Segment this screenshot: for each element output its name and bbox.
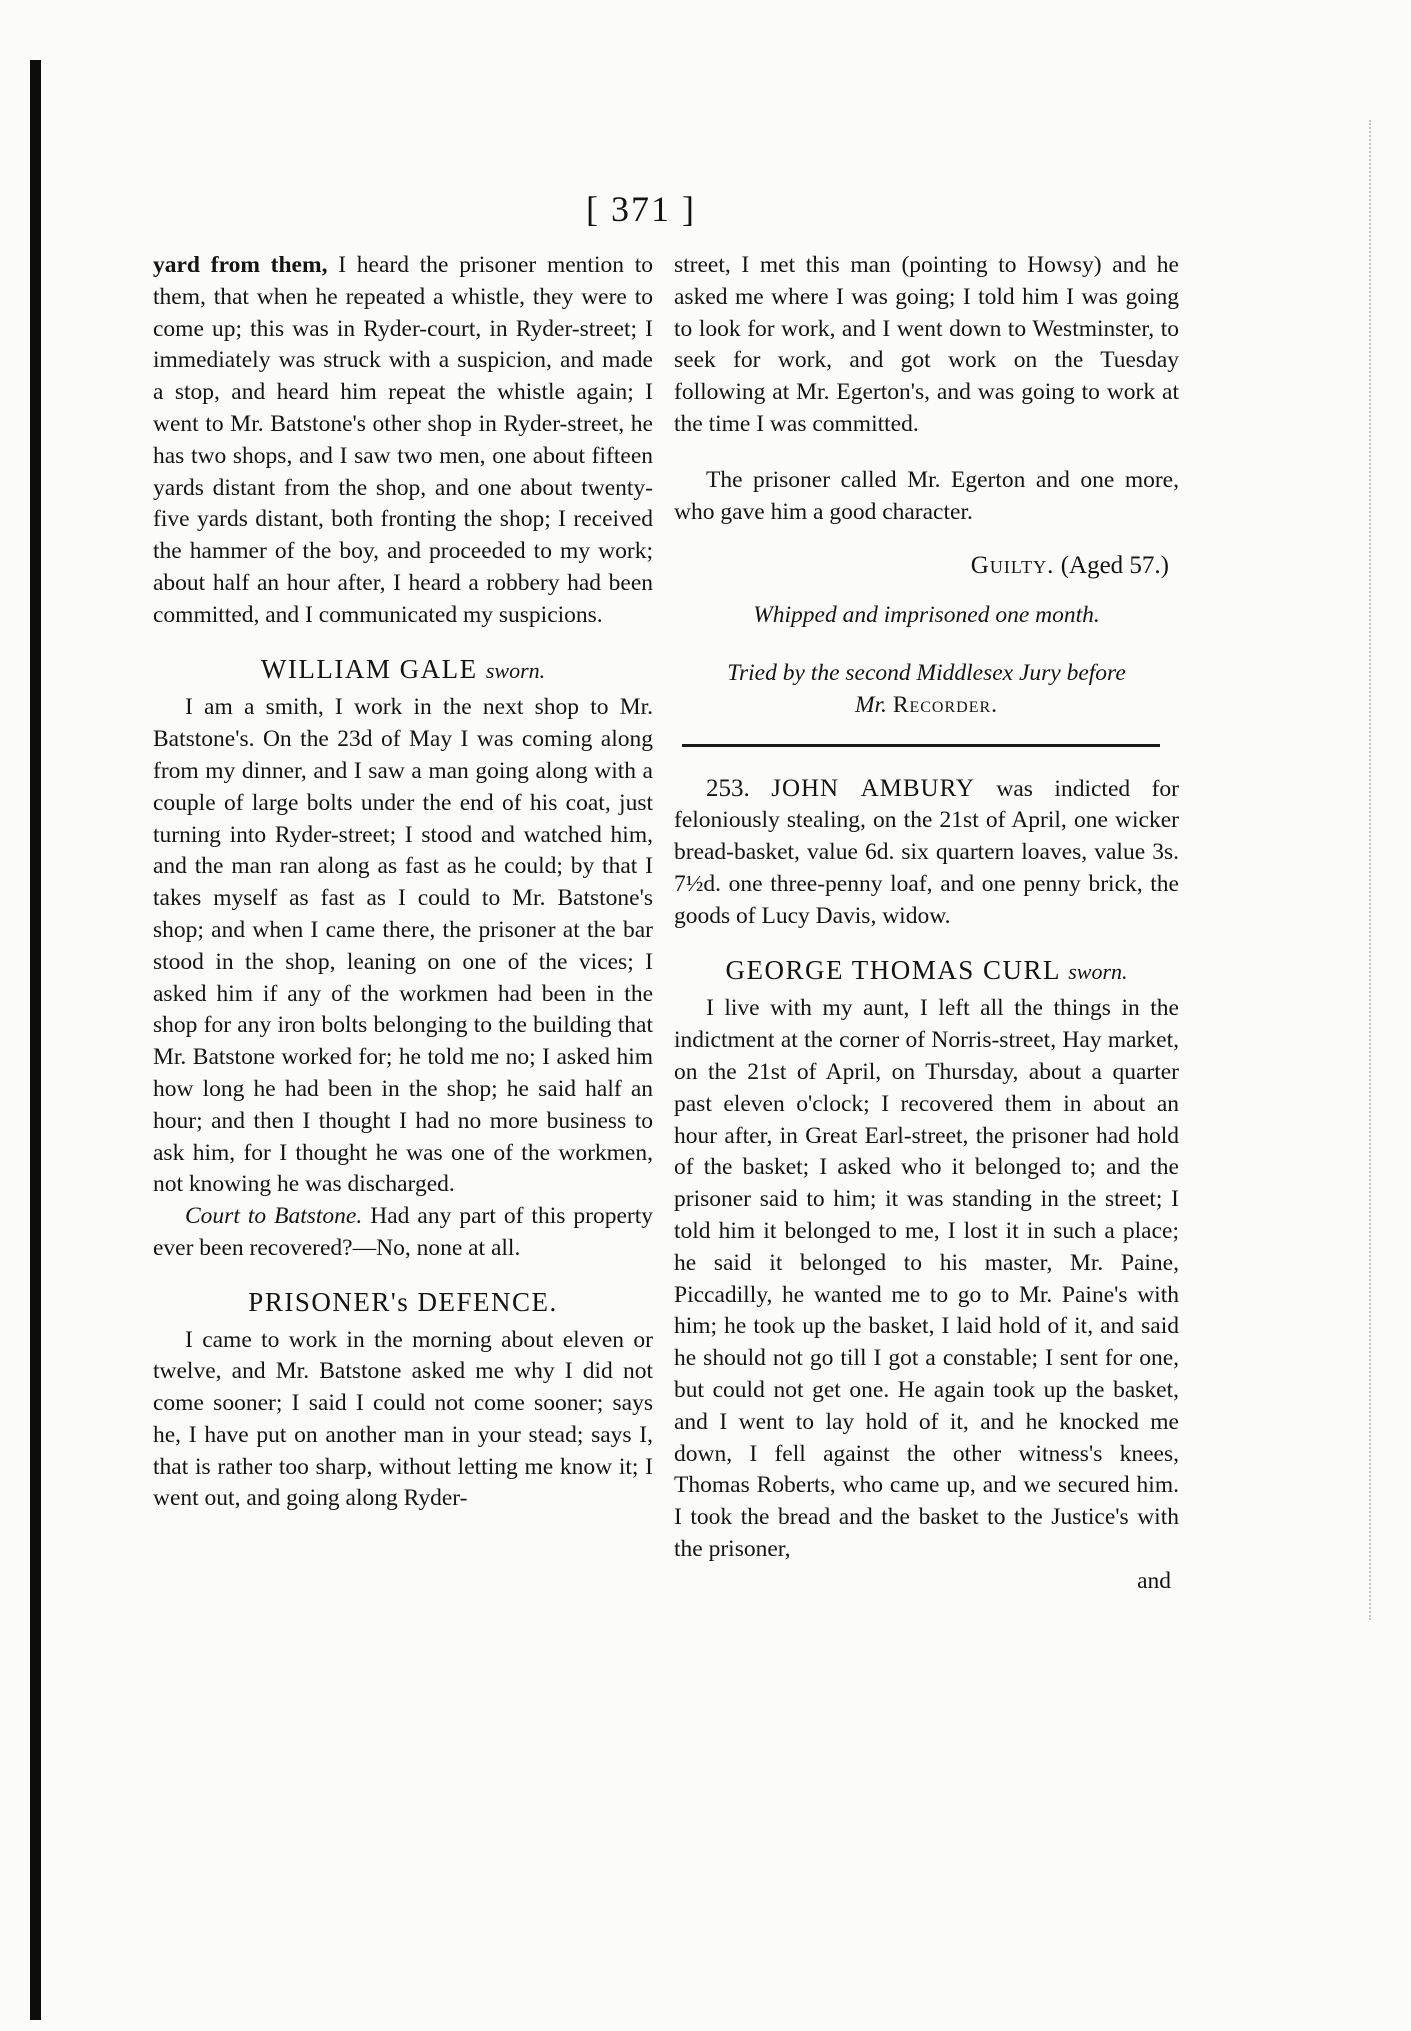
page-number: [ 371 ]	[586, 189, 696, 229]
witness-heading	[153, 654, 653, 687]
court-question	[153, 1201, 653, 1265]
prisoner-age: (Aged 57.)	[1060, 552, 1169, 580]
sentence: Whipped and imprisoned one month.	[753, 602, 1100, 629]
book-gutter-edge	[30, 60, 41, 2020]
testimony-paragraph	[153, 250, 653, 632]
verdict: Guilty.	[970, 552, 1055, 580]
left-column	[153, 250, 653, 1515]
defence-heading: PRISONER's DEFENCE.	[248, 1286, 558, 1317]
right-column	[674, 250, 1179, 1597]
witness-testimony: I am a smith, I work in the next shop to Mr. Batstone's. On the 23d of May I was coming along from my dinner, and I saw a man going along with a couple of large bolts under the end of his coat, just turning into Ryder-street; I stood and watched him, and the man ran along as fast as he could; by that I takes myself as fast as I could to Mr. Batstone's shop; and when I came there, the prisoner at the bar stood in the shop, leaning on one of the vices; I asked him if any of the workmen had been in the shop for any iron bolts belonging to the building that Mr. Batstone worked for; he told me no; I asked him how long he had been in the shop; he said half an hour; and then I thought I had no more business to ask him, for I thought he was one of the workmen, not knowing he was discharged.	[153, 694, 653, 1198]
trial-mr: Mr.	[854, 691, 887, 718]
witness2-sworn: sworn.	[1068, 958, 1128, 984]
witness2-heading	[674, 955, 1179, 988]
defence-text: I came to work in the morning about eleven or twelve, and Mr. Batstone asked me why I did not come sooner; I said I could not come sooner; says he, I have put on another man in your stead; says I, that is rather too sharp, without letting me know it; I went out, and going along Ryder-	[153, 1326, 653, 1512]
witness-name: WILLIAM GALE	[260, 653, 478, 684]
defendant-name: JOHN AMBURY	[771, 774, 975, 802]
trial-note	[674, 658, 1179, 722]
verdict-line	[674, 550, 1179, 582]
catchword: and	[1137, 1567, 1171, 1594]
witness2-testimony: I live with my aunt, I left all the things in the indictment at the corner of Norris-street, Hay market, on the 21st of April, on Thursday, about a quarter past eleven o'clock; I recovered them in about an hour after, in Great Earl-street, the prisoner had hold of the basket; I asked who it belonged to; and the prisoner said to him; it was standing in the street; I told him it belonged to me, I lost it in such a place; he said it belonged to his master, Mr. Paine, Piccadilly, he wanted me to go to Mr. Paine's with him; he took up the basket, I laid hold of it, and said he should not go till I got a constable; I sent for one, but could not get one. He again took up the basket, and I went to lay hold of it, and he knocked me down, I fell against the other witness's knees, Thomas Roberts, who came up, and we secured him. I took the bread and the basket to the Justice's with the prisoner,	[674, 995, 1179, 1562]
testimony-lead: yard from them,	[153, 252, 328, 278]
trial-line: Tried by the second Middlesex Jury before	[727, 659, 1126, 686]
testimony-text: I heard the prisoner mention to them, that when he repeated a whistle, they were to come up; this was in Ryder-court, in Ryder-street; I immediately was struck with a suspicion, and made a stop, and heard him repeat the whistle again; I went to Mr. Batstone's other shop in Ryder-street, he has two shops, and I saw two men, one about fifteen yards distant from the shop, and one about twenty-five yards distant, both fronting the shop; I received the hammer of the boy, and proceeded to my work; about half an hour after, I heard a robbery had been committed, and I communicated my suspicions.	[153, 252, 654, 628]
continued-defence: street, I met this man (pointing to Howsy) and he asked me where I was going; I told him I was going to look for work, and I went down to Westminster, to seek for work, and got work on the Tuesday following at Mr. Egerton's, and was going to work at the time I was committed.	[674, 252, 1179, 437]
page-edge-marks	[1365, 120, 1371, 1620]
case-indictment	[674, 773, 1179, 933]
character-witnesses: The prisoner called Mr. Egerton and one more, who gave him a good character.	[674, 466, 1179, 525]
witness2-name: GEORGE THOMAS CURL	[725, 954, 1060, 985]
indictment-text: was indicted for feloniously stealing, on the 21st of April, one wicker bread-basket, value 6d. six quartern loaves, value 3s. 7½d. one three-penny loaf, and one penny brick, the goods of Lucy Davis, widow.	[674, 775, 1179, 929]
case-number: 253.	[706, 774, 750, 802]
witness-sworn: sworn.	[485, 657, 546, 683]
court-label: Court to Batstone.	[185, 1203, 363, 1230]
section-divider	[682, 744, 1160, 747]
court-text: Had any part of this property ever been recovered?—No, none at all.	[153, 1203, 653, 1261]
trial-recorder: Recorder.	[892, 691, 999, 718]
